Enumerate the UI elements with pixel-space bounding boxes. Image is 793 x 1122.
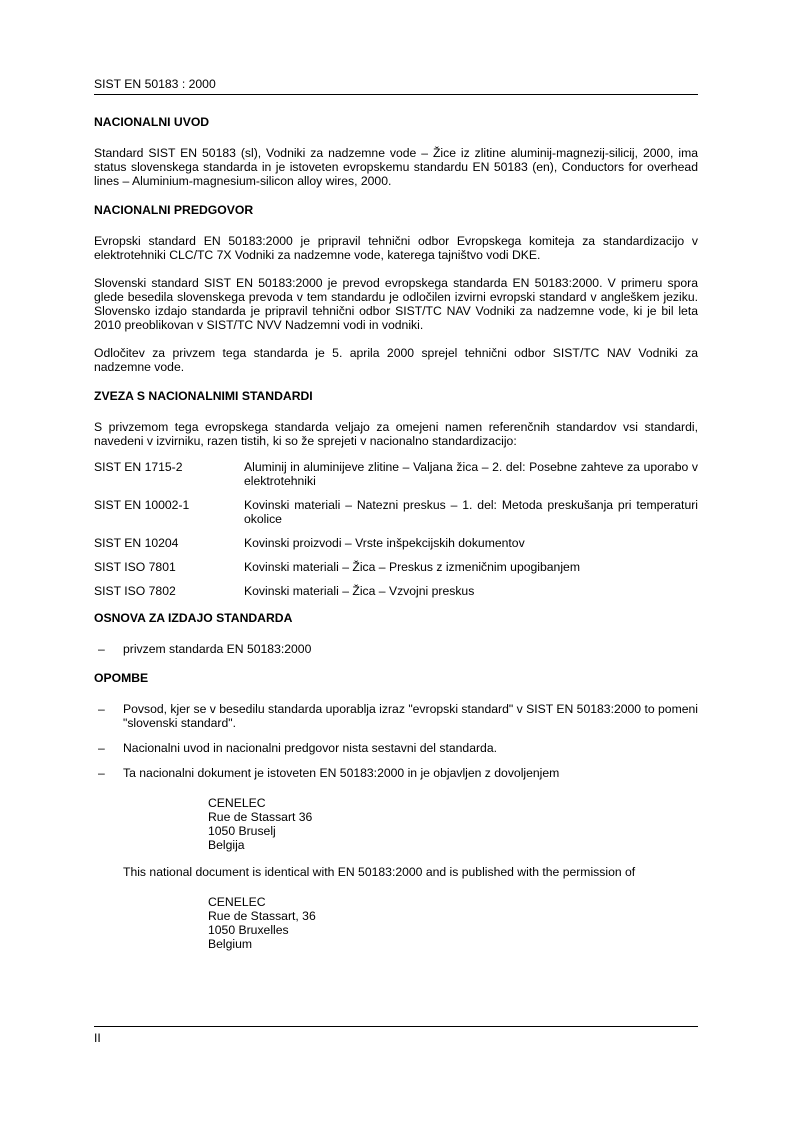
list-item-text: Ta nacionalni dokument je istoveten EN 50183:2000 in je objavljen z dovoljenjem bbox=[123, 766, 560, 780]
address-line: 1050 Bruselj bbox=[208, 824, 276, 838]
reference-code: SIST EN 10204 bbox=[94, 536, 179, 550]
paragraph-predgovor-1: Evropski standard EN 50183:2000 je pripravil tehnični odbor Evropskega komiteja za standardizacijo v elektrotehniki CLC/TC 7X Vodniki za nadzemne vode, katerega tajništvo vodi DKE. bbox=[94, 234, 698, 262]
address-line: Belgija bbox=[208, 838, 245, 852]
reference-title: Kovinski proizvodi – Vrste inšpekcijskih dokumentov bbox=[244, 536, 525, 550]
reference-code: SIST ISO 7801 bbox=[94, 560, 176, 574]
address-line: Belgium bbox=[208, 937, 253, 951]
heading-opombe: OPOMBE bbox=[94, 671, 149, 685]
address-line: CENELEC bbox=[208, 895, 266, 909]
footer-divider bbox=[94, 1026, 698, 1027]
list-item bbox=[94, 642, 698, 656]
reference-row bbox=[94, 460, 698, 488]
list-item bbox=[94, 702, 698, 730]
document-body bbox=[94, 114, 698, 964]
heading-nacionalni-predgovor: NACIONALNI PREDGOVOR bbox=[94, 203, 254, 217]
paragraph-predgovor-2: Slovenski standard SIST EN 50183:2000 je prevod evropskega standarda EN 50183:2000. V primeru spora glede besedila slovenskega prevoda v tem standardu je odločilen izvirni evropski standard v angleškem jeziku. Slovensko izdajo standarda je pripravil tehnični odbor SIST/TC NAV Vodniki za nadzemne vode, ki je bil leta 2010 preoblikovan v SIST/TC NVV Nadzemni vodi in vodniki. bbox=[94, 276, 698, 332]
running-header: SIST EN 50183 : 2000 bbox=[94, 77, 216, 91]
list-item bbox=[94, 741, 698, 755]
reference-title: Kovinski materiali – Žica – Preskus z izmeničnim upogibanjem bbox=[244, 560, 580, 574]
reference-code: SIST EN 10002-1 bbox=[94, 498, 190, 512]
list-item-text: Povsod, kjer se v besedilu standarda uporablja izraz "evropski standard" v SIST EN 50183:2000 to pomeni "slovenski standard". bbox=[123, 702, 698, 730]
address-line: 1050 Bruxelles bbox=[208, 923, 289, 937]
paragraph-uvod: Standard SIST EN 50183 (sl), Vodniki za nadzemne vode – Žice iz zlitine aluminij-magnezij-silicij, 2000, ima status slovenskega standarda in je istoveten evropskemu standardu EN 50183 (en), Conductors for overhead lines – Aluminium-magnesium-silicon alloy wires, 2000. bbox=[94, 146, 698, 188]
heading-osnova: OSNOVA ZA IZDAJO STANDARDA bbox=[94, 611, 293, 625]
reference-title: Kovinski materiali – Žica – Vzvojni preskus bbox=[244, 584, 475, 598]
header-divider bbox=[94, 94, 698, 95]
heading-zveza: ZVEZA S NACIONALNIMI STANDARDI bbox=[94, 389, 313, 403]
dash-marker: – bbox=[98, 642, 105, 656]
dash-marker: – bbox=[98, 766, 105, 780]
list-item-text: privzem standarda EN 50183:2000 bbox=[123, 642, 312, 656]
list-item-text: Nacionalni uvod in nacionalni predgovor nista sestavni del standarda. bbox=[123, 741, 497, 755]
reference-row bbox=[94, 498, 698, 526]
address-english bbox=[208, 895, 698, 951]
address-line: CENELEC bbox=[208, 796, 266, 810]
reference-code: SIST EN 1715-2 bbox=[94, 460, 183, 474]
reference-row bbox=[94, 536, 698, 550]
reference-list bbox=[94, 460, 698, 598]
document-page bbox=[94, 0, 698, 1122]
address-line: Rue de Stassart, 36 bbox=[208, 909, 316, 923]
heading-nacionalni-uvod: NACIONALNI UVOD bbox=[94, 115, 210, 129]
list-item bbox=[94, 766, 698, 780]
address-slovenian bbox=[208, 796, 698, 852]
osnova-list bbox=[94, 642, 698, 656]
reference-title: Aluminij in aluminijeve zlitine – Valjana žica – 2. del: Posebne zahteve za uporabo v elektrotehniki bbox=[244, 460, 698, 488]
reference-title: Kovinski materiali – Natezni preskus – 1. del: Metoda preskušanja pri temperaturi okolice bbox=[244, 498, 698, 526]
reference-row bbox=[94, 584, 698, 598]
english-note: This national document is identical with EN 50183:2000 and is published with the permission of bbox=[123, 865, 636, 879]
address-line: Rue de Stassart 36 bbox=[208, 810, 313, 824]
opombe-list bbox=[94, 702, 698, 780]
reference-code: SIST ISO 7802 bbox=[94, 584, 176, 598]
dash-marker: – bbox=[98, 741, 105, 755]
dash-marker: – bbox=[98, 702, 105, 716]
page-number: II bbox=[94, 1031, 101, 1045]
reference-row bbox=[94, 560, 698, 574]
paragraph-predgovor-3: Odločitev za privzem tega standarda je 5. aprila 2000 sprejel tehnični odbor SIST/TC NAV Vodniki za nadzemne vode. bbox=[94, 346, 698, 374]
paragraph-zveza: S privzemom tega evropskega standarda veljajo za omejeni namen referenčnih standardov vsi standardi, navedeni v izvirniku, razen tistih, ki so že sprejeti v nacionalno standardizacijo: bbox=[94, 420, 698, 448]
